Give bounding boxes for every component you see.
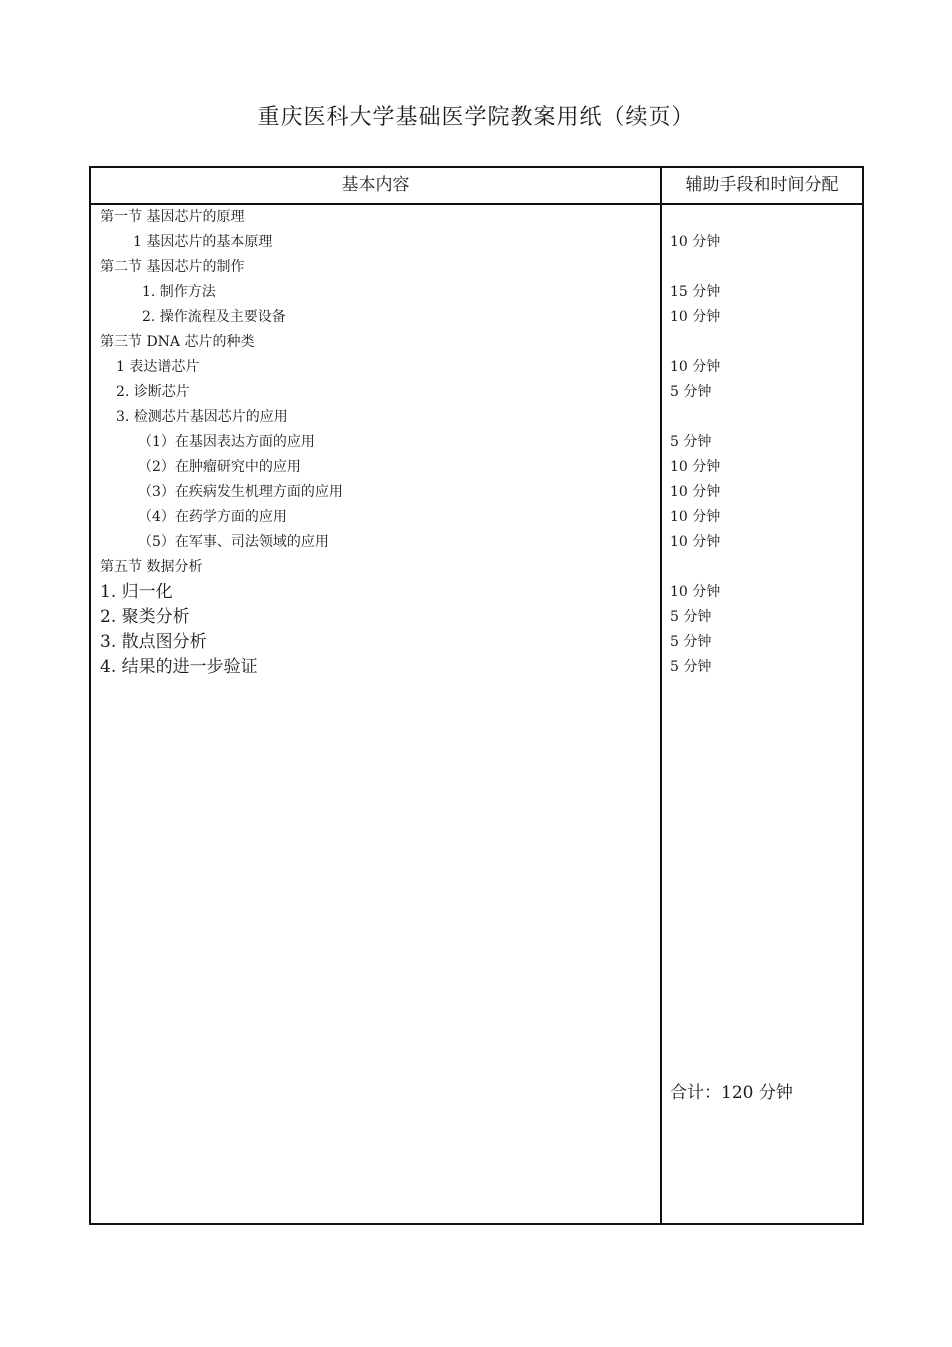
table-row <box>91 330 862 355</box>
table-row <box>91 530 862 555</box>
table-row <box>91 430 862 455</box>
table-row <box>91 630 862 655</box>
row-time: 10 分钟 <box>670 459 721 475</box>
header-time-allocation: 辅助手段和时间分配 <box>685 175 839 195</box>
table-row <box>91 455 862 480</box>
row-content: 1. 归一化 <box>100 582 173 602</box>
row-content: 1 基因芯片的基本原理 <box>133 234 273 250</box>
table-row <box>91 555 862 580</box>
table-row <box>91 205 862 230</box>
row-content: 1. 制作方法 <box>142 284 216 300</box>
row-time: 10 分钟 <box>670 534 721 550</box>
row-time: 5 分钟 <box>670 609 712 625</box>
row-content: 第五节 数据分析 <box>100 559 203 575</box>
table-row <box>91 255 862 280</box>
row-content: 2. 聚类分析 <box>100 607 190 627</box>
total-time: 合计：120 分钟 <box>670 1083 793 1103</box>
table-header-row <box>91 168 862 205</box>
row-time: 10 分钟 <box>670 234 721 250</box>
header-content: 基本内容 <box>341 175 410 195</box>
table-row <box>91 480 862 505</box>
table-row <box>91 355 862 380</box>
row-time: 10 分钟 <box>670 509 721 525</box>
row-content: 3. 检测芯片基因芯片的应用 <box>116 409 288 425</box>
row-time: 5 分钟 <box>670 384 712 400</box>
row-content: （2）在肿瘤研究中的应用 <box>138 459 301 475</box>
row-time: 10 分钟 <box>670 309 721 325</box>
table-row <box>91 230 862 255</box>
table-row <box>91 380 862 405</box>
table-row <box>91 505 862 530</box>
row-time: 10 分钟 <box>670 359 721 375</box>
row-time: 10 分钟 <box>670 584 721 600</box>
table-row <box>91 280 862 305</box>
table-row <box>91 405 862 430</box>
row-time: 5 分钟 <box>670 659 712 675</box>
table-row <box>91 305 862 330</box>
row-time: 5 分钟 <box>670 634 712 650</box>
row-content: （4）在药学方面的应用 <box>138 509 287 525</box>
row-content: （1）在基因表达方面的应用 <box>138 434 315 450</box>
row-content: 1 表达谱芯片 <box>116 359 200 375</box>
row-content: 第三节 DNA 芯片的种类 <box>100 334 255 350</box>
row-content: （5）在军事、司法领域的应用 <box>138 534 329 550</box>
row-content: 2. 诊断芯片 <box>116 384 190 400</box>
row-time: 15 分钟 <box>670 284 721 300</box>
lesson-plan-table <box>89 166 864 1225</box>
table-row <box>91 605 862 630</box>
row-content: 第一节 基因芯片的原理 <box>100 209 245 225</box>
row-content: （3）在疾病发生机理方面的应用 <box>138 484 343 500</box>
row-content: 2. 操作流程及主要设备 <box>142 309 286 325</box>
table-row <box>91 655 862 680</box>
row-content: 3. 散点图分析 <box>100 632 207 652</box>
table-row <box>91 580 862 605</box>
page-title: 重庆医科大学基础医学院教案用纸（续页） <box>257 105 695 130</box>
row-content: 4. 结果的进一步验证 <box>100 657 258 677</box>
row-time: 5 分钟 <box>670 434 712 450</box>
row-time: 10 分钟 <box>670 484 721 500</box>
row-content: 第二节 基因芯片的制作 <box>100 259 245 275</box>
